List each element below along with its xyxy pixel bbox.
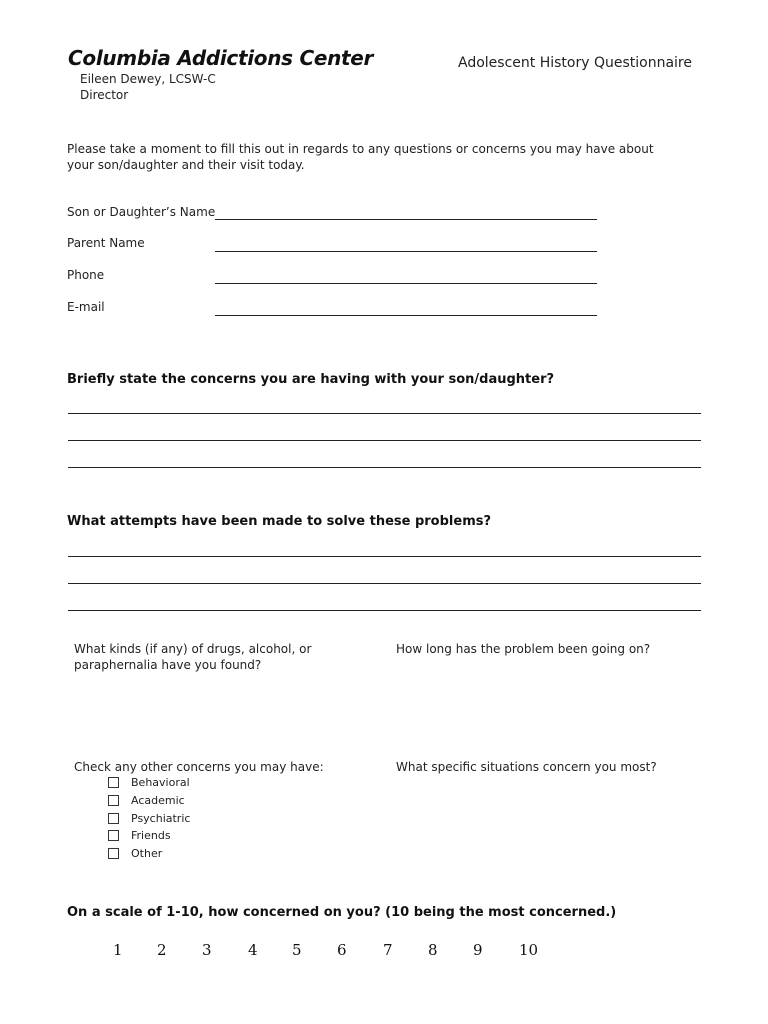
attempts-question: What attempts have been made to solve these problems? bbox=[67, 514, 492, 529]
checkbox-label: Psychiatric bbox=[131, 812, 191, 825]
director-name: Eileen Dewey, LCSW-C bbox=[80, 72, 216, 86]
email-field[interactable] bbox=[215, 315, 597, 316]
checkbox-icon[interactable] bbox=[108, 795, 119, 806]
checkbox-icon[interactable] bbox=[108, 813, 119, 824]
checkbox-label: Academic bbox=[131, 794, 185, 807]
attempts-answer-line[interactable] bbox=[68, 610, 701, 611]
intro-text: Please take a moment to fill this out in regards to any questions or concerns you may have about your son/daughter and their visit today. bbox=[67, 142, 654, 172]
checkbox-icon[interactable] bbox=[108, 777, 119, 788]
child-name-field[interactable] bbox=[215, 219, 597, 220]
duration-question: How long has the problem been going on? bbox=[396, 642, 651, 656]
checkbox-icon[interactable] bbox=[108, 830, 119, 841]
parent-name-label: Parent Name bbox=[67, 236, 145, 250]
scale-option-7[interactable]: 7 bbox=[383, 941, 393, 959]
concerns-answer-line[interactable] bbox=[68, 413, 701, 414]
scale-question: On a scale of 1-10, how concerned on you? (10 being the most concerned.) bbox=[67, 905, 617, 920]
other-concerns-question: Check any other concerns you may have: bbox=[74, 760, 324, 774]
director-title: Director bbox=[80, 88, 129, 102]
scale-option-4[interactable]: 4 bbox=[248, 941, 258, 959]
phone-field[interactable] bbox=[215, 283, 597, 284]
checkbox-icon[interactable] bbox=[108, 848, 119, 859]
situations-question: What specific situations concern you most? bbox=[396, 760, 657, 774]
checkbox-label: Friends bbox=[131, 829, 171, 842]
checkbox-other[interactable] bbox=[108, 847, 162, 860]
attempts-answer-line[interactable] bbox=[68, 583, 701, 584]
scale-option-5[interactable]: 5 bbox=[292, 941, 302, 959]
form-title: Adolescent History Questionnaire bbox=[458, 55, 692, 71]
scale-option-9[interactable]: 9 bbox=[473, 941, 483, 959]
scale-option-1[interactable]: 1 bbox=[113, 941, 123, 959]
org-name: Columbia Addictions Center bbox=[68, 46, 374, 70]
email-label: E-mail bbox=[67, 300, 105, 314]
scale-option-6[interactable]: 6 bbox=[337, 941, 347, 959]
phone-label: Phone bbox=[67, 268, 105, 282]
checkbox-behavioral[interactable] bbox=[108, 776, 190, 789]
attempts-answer-line[interactable] bbox=[68, 556, 701, 557]
parent-name-field[interactable] bbox=[215, 251, 597, 252]
concerns-answer-line[interactable] bbox=[68, 440, 701, 441]
scale-option-2[interactable]: 2 bbox=[157, 941, 167, 959]
drugs-found-question: What kinds (if any) of drugs, alcohol, or paraphernalia have you found? bbox=[74, 642, 312, 672]
checkbox-label: Other bbox=[131, 847, 163, 860]
concerns-answer-line[interactable] bbox=[68, 467, 701, 468]
concerns-question: Briefly state the concerns you are having with your son/daughter? bbox=[67, 372, 555, 387]
checkbox-label: Behavioral bbox=[131, 776, 190, 789]
scale-option-8[interactable]: 8 bbox=[428, 941, 438, 959]
scale-option-3[interactable]: 3 bbox=[202, 941, 212, 959]
scale-option-10[interactable]: 10 bbox=[519, 941, 539, 959]
checkbox-psychiatric[interactable] bbox=[108, 812, 190, 825]
checkbox-academic[interactable] bbox=[108, 794, 185, 807]
checkbox-friends[interactable] bbox=[108, 829, 171, 842]
child-name-label: Son or Daughter’s Name bbox=[67, 205, 216, 219]
